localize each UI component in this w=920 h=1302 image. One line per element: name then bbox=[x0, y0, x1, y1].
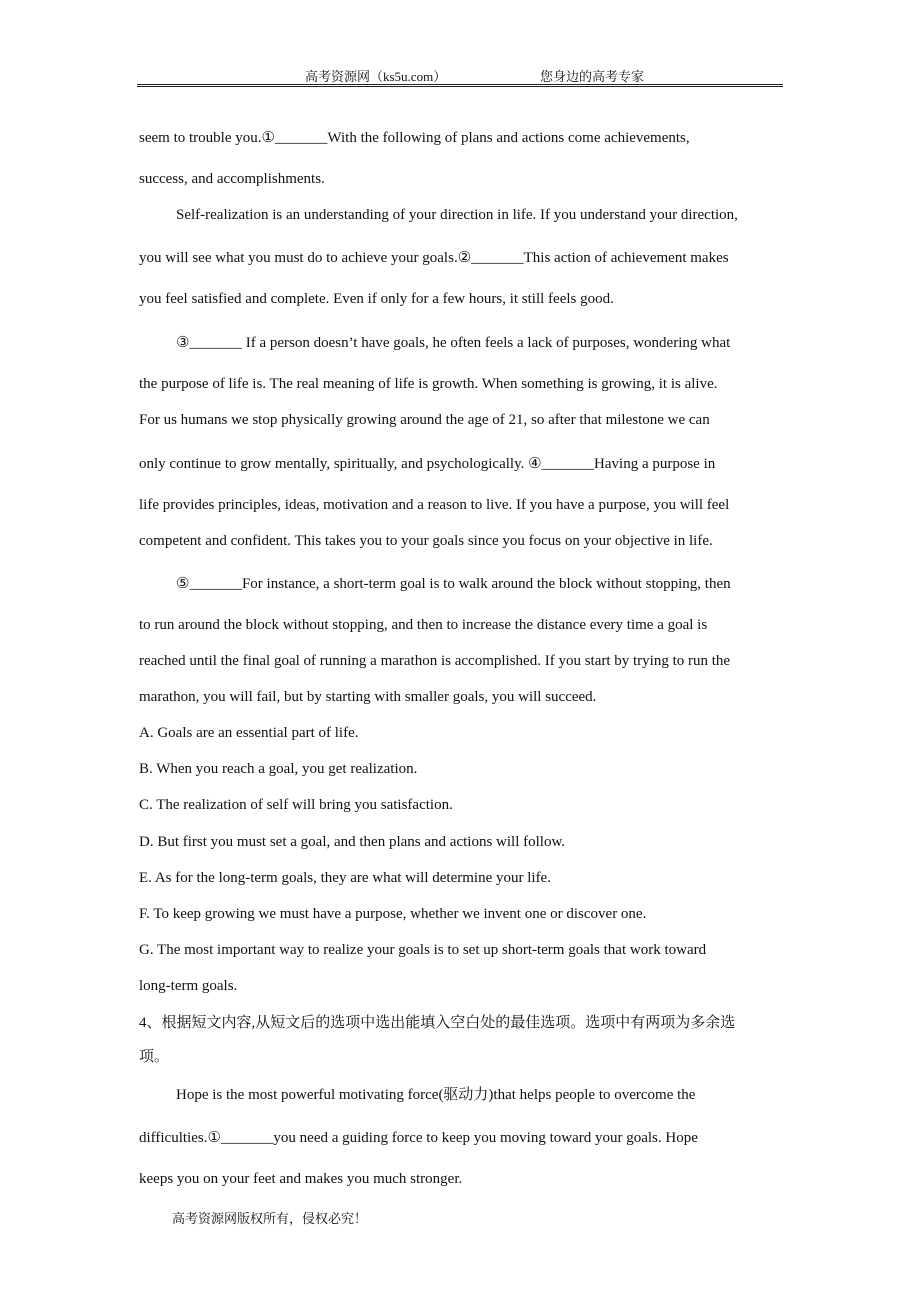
option-e: E. As for the long-term goals, they are what will determine your life. bbox=[139, 870, 551, 886]
text-line: ③_______ If a person doesn’t have goals, he often feels a lack of purposes, wondering what bbox=[176, 335, 731, 351]
text-line: keeps you on your feet and makes you much stronger. bbox=[139, 1171, 463, 1187]
text-line: Hope is the most powerful motivating force(驱动力)that helps people to overcome the bbox=[176, 1087, 696, 1103]
option-g: G. The most important way to realize your goals is to set up short-term goals that work toward bbox=[139, 942, 707, 958]
header-site-name: 高考资源网（ks5u.com） bbox=[305, 69, 447, 84]
text-line: success, and accomplishments. bbox=[139, 171, 325, 187]
option-a: A. Goals are an essential part of life. bbox=[139, 725, 359, 741]
option-b: B. When you reach a goal, you get realization. bbox=[139, 761, 418, 777]
text-line: marathon, you will fail, but by starting with smaller goals, you will succeed. bbox=[139, 689, 597, 705]
option-c: C. The realization of self will bring you satisfaction. bbox=[139, 797, 453, 813]
page-header bbox=[0, 64, 920, 84]
text-line: only continue to grow mentally, spiritually, and psychologically. ④_______Having a purpose in bbox=[139, 456, 716, 472]
text-line: ⑤_______For instance, a short-term goal is to walk around the block without stopping, then bbox=[176, 576, 731, 592]
option-d: D. But first you must set a goal, and then plans and actions will follow. bbox=[139, 834, 566, 850]
text-line: reached until the final goal of running a marathon is accomplished. If you start by trying to run the bbox=[139, 653, 731, 669]
text-line: you will see what you must do to achieve your goals.②_______This action of achievement makes bbox=[139, 250, 729, 266]
text-line: Self-realization is an understanding of your direction in life. If you understand your direction, bbox=[176, 207, 738, 223]
text-line: to run around the block without stopping, and then to increase the distance every time a goal is bbox=[139, 617, 708, 633]
text-line: difficulties.①_______you need a guiding force to keep you moving toward your goals. Hope bbox=[139, 1130, 698, 1146]
text-line: competent and confident. This takes you to your goals since you focus on your objective in life. bbox=[139, 533, 713, 549]
question-4-instruction: 4、根据短文内容,从短文后的选项中选出能填入空白处的最佳选项。选项中有两项为多余选 bbox=[139, 1015, 736, 1031]
text-line: For us humans we stop physically growing around the age of 21, so after that milestone we can bbox=[139, 412, 710, 428]
question-4-instruction-cont: 项。 bbox=[139, 1049, 170, 1065]
option-f: F. To keep growing we must have a purpose, whether we invent one or discover one. bbox=[139, 906, 647, 922]
text-line: seem to trouble you.①_______With the following of plans and actions come achievements, bbox=[139, 130, 690, 146]
text-line: life provides principles, ideas, motivation and a reason to live. If you have a purpose, you will feel bbox=[139, 497, 730, 513]
header-slogan: 您身边的高考专家 bbox=[540, 69, 645, 84]
page-footer: 高考资源网版权所有，侵权必究！ bbox=[172, 1211, 368, 1226]
text-line: the purpose of life is. The real meaning of life is growth. When something is growing, it is alive. bbox=[139, 376, 718, 392]
option-g-cont: long-term goals. bbox=[139, 978, 238, 994]
header-rule bbox=[137, 84, 783, 87]
text-line: you feel satisfied and complete. Even if only for a few hours, it still feels good. bbox=[139, 291, 614, 307]
